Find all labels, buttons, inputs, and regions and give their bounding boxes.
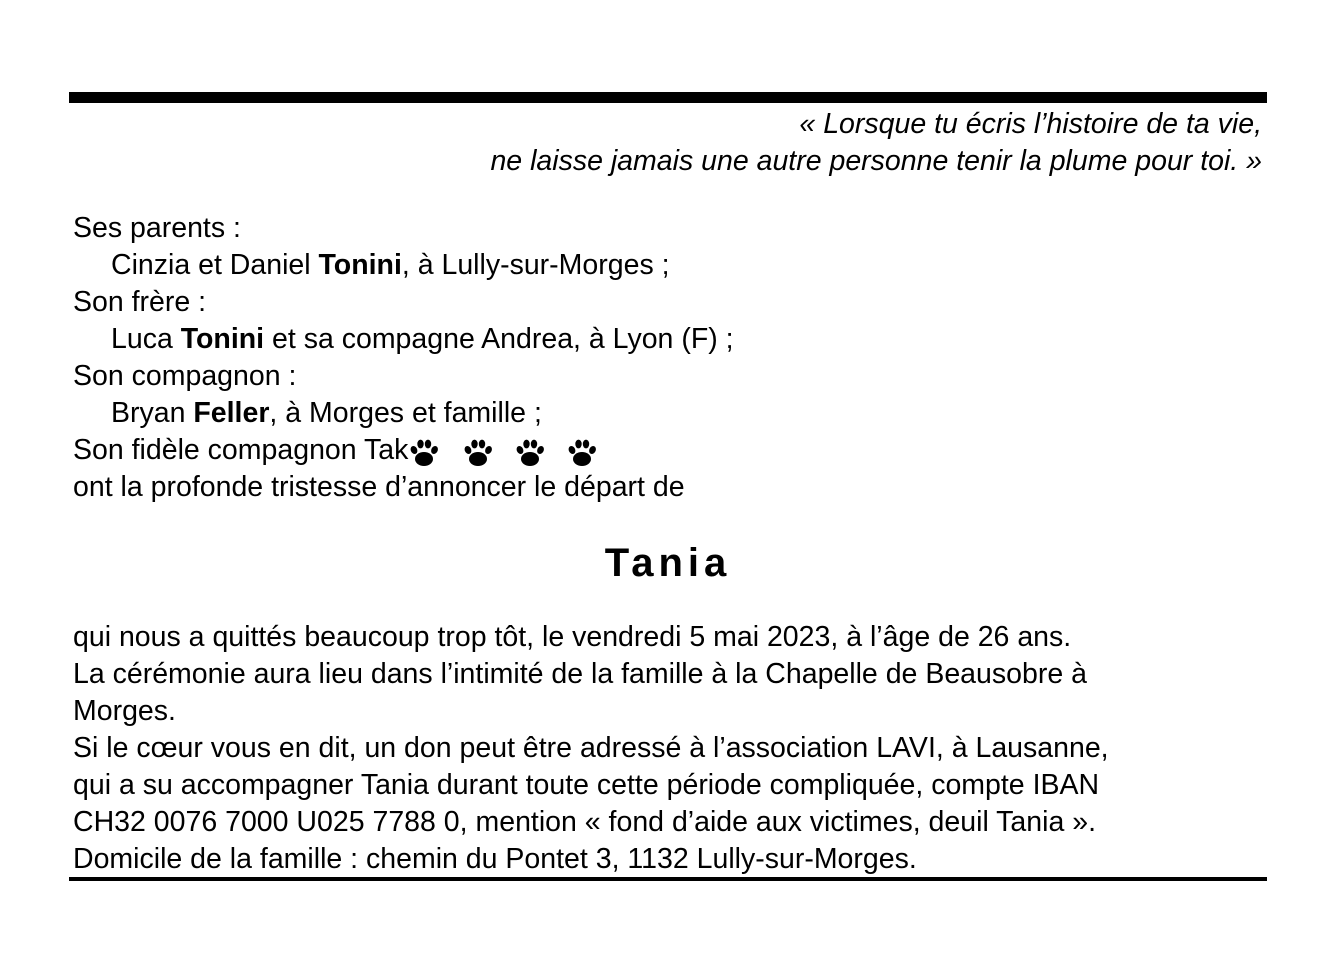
partner-pre: Bryan	[111, 397, 194, 429]
top-rule	[69, 92, 1267, 103]
paw-icon	[456, 437, 500, 469]
details-line-3: Morges.	[73, 695, 176, 727]
quote-line-2: ne laisse jamais une autre personne tenir la plume pour toi. »	[490, 145, 1262, 177]
paw-icons	[404, 434, 604, 471]
epigraph-quote	[162, 106, 1262, 180]
details-line-7: Domicile de la famille : chemin du Pontet 3, 1132 Lully-sur-Morges.	[73, 843, 917, 875]
partner-surname: Feller	[193, 397, 270, 429]
details-line-1: qui nous a quittés beaucoup trop tôt, le vendredi 5 mai 2023, à l’âge de 26 ans.	[73, 621, 1072, 653]
parents-heading: Ses parents :	[73, 212, 241, 244]
paw-icon	[508, 437, 552, 469]
bottom-rule	[69, 877, 1267, 881]
quote-line-1: « Lorsque tu écris l’histoire de ta vie,	[799, 108, 1262, 140]
parents-surname: Tonini	[318, 249, 402, 281]
deceased-name: Tania	[604, 541, 732, 585]
parents-line	[73, 247, 1263, 284]
ceremony-details	[73, 619, 1263, 878]
pet-line	[73, 432, 1263, 469]
family-list	[73, 210, 1263, 506]
partner-post: , à Morges et famille ;	[269, 397, 542, 429]
details-line-6: CH32 0076 7000 U025 7788 0, mention « fond d’aide aux victimes, deuil Tania ».	[73, 806, 1096, 838]
brother-pre: Luca	[111, 323, 181, 355]
details-line-2: La cérémonie aura lieu dans l’intimité de la famille à la Chapelle de Beausobre à	[73, 658, 1087, 690]
announcement-line: ont la profonde tristesse d’annoncer le départ de	[73, 471, 685, 503]
parents-post: , à Lully-sur-Morges ;	[401, 249, 670, 281]
partner-heading: Son compagnon :	[73, 360, 297, 392]
paw-icon	[560, 437, 604, 469]
paw-icon	[404, 437, 448, 469]
brother-surname: Tonini	[180, 323, 265, 355]
brother-post: et sa compagne Andrea, à Lyon (F) ;	[264, 323, 734, 355]
parents-pre: Cinzia et Daniel	[111, 249, 319, 281]
partner-line	[73, 395, 1263, 432]
brother-heading: Son frère :	[73, 286, 207, 318]
details-line-4: Si le cœur vous en dit, un don peut être adressé à l’association LAVI, à Lausanne,	[73, 732, 1109, 764]
details-line-5: qui a su accompagner Tania durant toute cette période compliquée, compte IBAN	[73, 769, 1100, 801]
pet-text: Son fidèle compagnon Tak	[73, 434, 409, 466]
brother-line	[73, 321, 1263, 358]
